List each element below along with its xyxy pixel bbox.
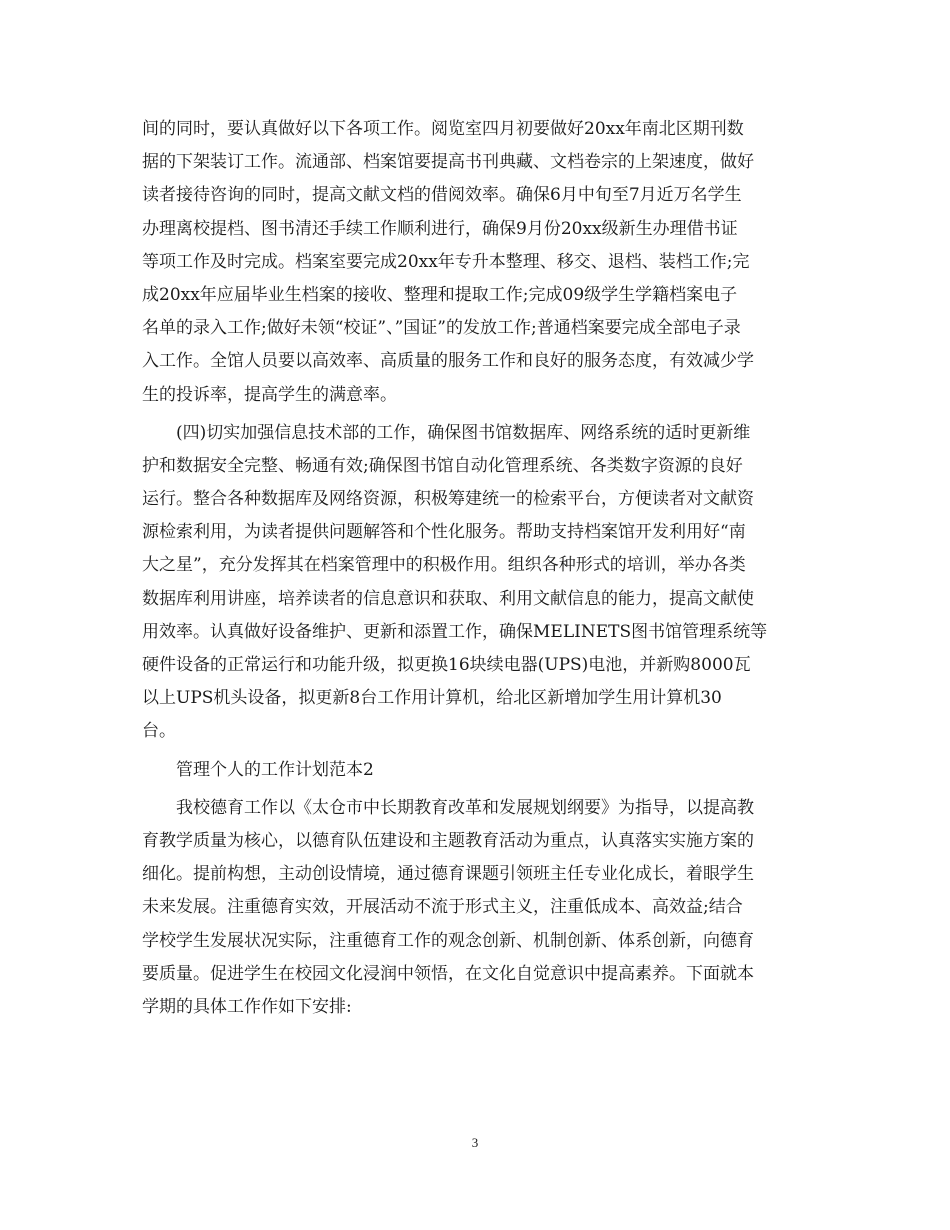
text-line: 办理离校提档、图书清还手续工作顺利进行，确保9月份20xx级新生办理借书证 <box>142 218 738 239</box>
text-line: 名单的录入工作;做好未领“校证”、”国证”的发放工作;普通档案要完成全部电子录 <box>142 318 741 339</box>
text-line: 以上UPS机头设备，拟更新8台工作用计算机，给北区新增加学生用计算机30 <box>142 688 722 709</box>
text-line: 大之星”，充分发挥其在档案管理中的积极作用。组织各种形式的培训，举办各类 <box>142 555 746 576</box>
text-line: 源检索利用，为读者提供问题解答和个性化服务。帮助支持档案馆开发利用好“南 <box>142 522 746 543</box>
text-line: 成20xx年应届毕业生档案的接收、整理和提取工作;完成09级学生学籍档案电子 <box>142 284 738 305</box>
text-line: 入工作。全馆人员要以高效率、高质量的服务工作和良好的服务态度，有效减少学 <box>142 351 754 372</box>
text-line: 学期的具体工作作如下安排: <box>142 996 352 1017</box>
text-line: 台。 <box>142 721 176 742</box>
text-line: 要质量。促进学生在校园文化浸润中领悟，在文化自觉意识中提高素养。下面就本 <box>142 963 754 984</box>
text-line: 细化。提前构想，主动创设情境，通过德育课题引领班主任专业化成长，着眼学生 <box>142 864 754 885</box>
page-number: 3 <box>471 1135 479 1150</box>
paragraph-moral-education <box>142 792 822 1024</box>
text-line: 读者接待咨询的同时，提高文献文档的借阅效率。确保6月中旬至7月近万名学生 <box>142 185 742 206</box>
text-line: 硬件设备的正常运行和功能升级，拟更换16块续电器(UPS)电池，并新购8000瓦 <box>142 655 751 675</box>
text-line: 用效率。认真做好设备维护、更新和添置工作，确保MELINETS图书馆管理系统等 <box>142 621 768 642</box>
text-line: 育教学质量为核心，以德育队伍建设和主题教育活动为重点，认真落实实施方案的 <box>142 830 754 851</box>
text-line: 数据库利用讲座，培养读者的信息意识和获取、利用文献信息的能力，提高文献使 <box>142 588 754 609</box>
text-line: (四)切实加强信息技术部的工作，确保图书馆数据库、网络系统的适时更新维 <box>176 422 751 443</box>
text-line: 生的投诉率，提高学生的满意率。 <box>142 384 397 405</box>
paragraph-section-four <box>142 417 822 749</box>
text-line: 管理个人的工作计划范本2 <box>176 759 374 780</box>
text-line: 运行。整合各种数据库及网络资源，积极筹建统一的检索平台，方便读者对文献资 <box>142 489 754 510</box>
text-line: 学校学生发展状况实际，注重德育工作的观念创新、机制创新、体系创新，向德育 <box>142 930 754 951</box>
document-body <box>142 113 822 1024</box>
text-line: 据的下架装订工作。流通部、档案馆要提高书刊典藏、文档卷宗的上架速度，做好 <box>142 152 754 173</box>
section-heading <box>142 754 822 787</box>
text-line: 我校德育工作以《太仓市中长期教育改革和发展规划纲要》为指导，以提高教 <box>176 797 754 818</box>
text-line: 未来发展。注重德育实效，开展活动不流于形式主义，注重低成本、高效益;结合 <box>142 897 743 918</box>
text-line: 间的同时，要认真做好以下各项工作。阅览室四月初要做好20xx年南北区期刊数 <box>142 119 744 139</box>
text-line: 等项工作及时完成。档案室要完成20xx年专升本整理、移交、退档、装档工作;完 <box>142 251 750 272</box>
paragraph-continuation <box>142 113 822 412</box>
text-line: 护和数据安全完整、畅通有效;确保图书馆自动化管理系统、各类数字资源的良好 <box>142 455 743 476</box>
